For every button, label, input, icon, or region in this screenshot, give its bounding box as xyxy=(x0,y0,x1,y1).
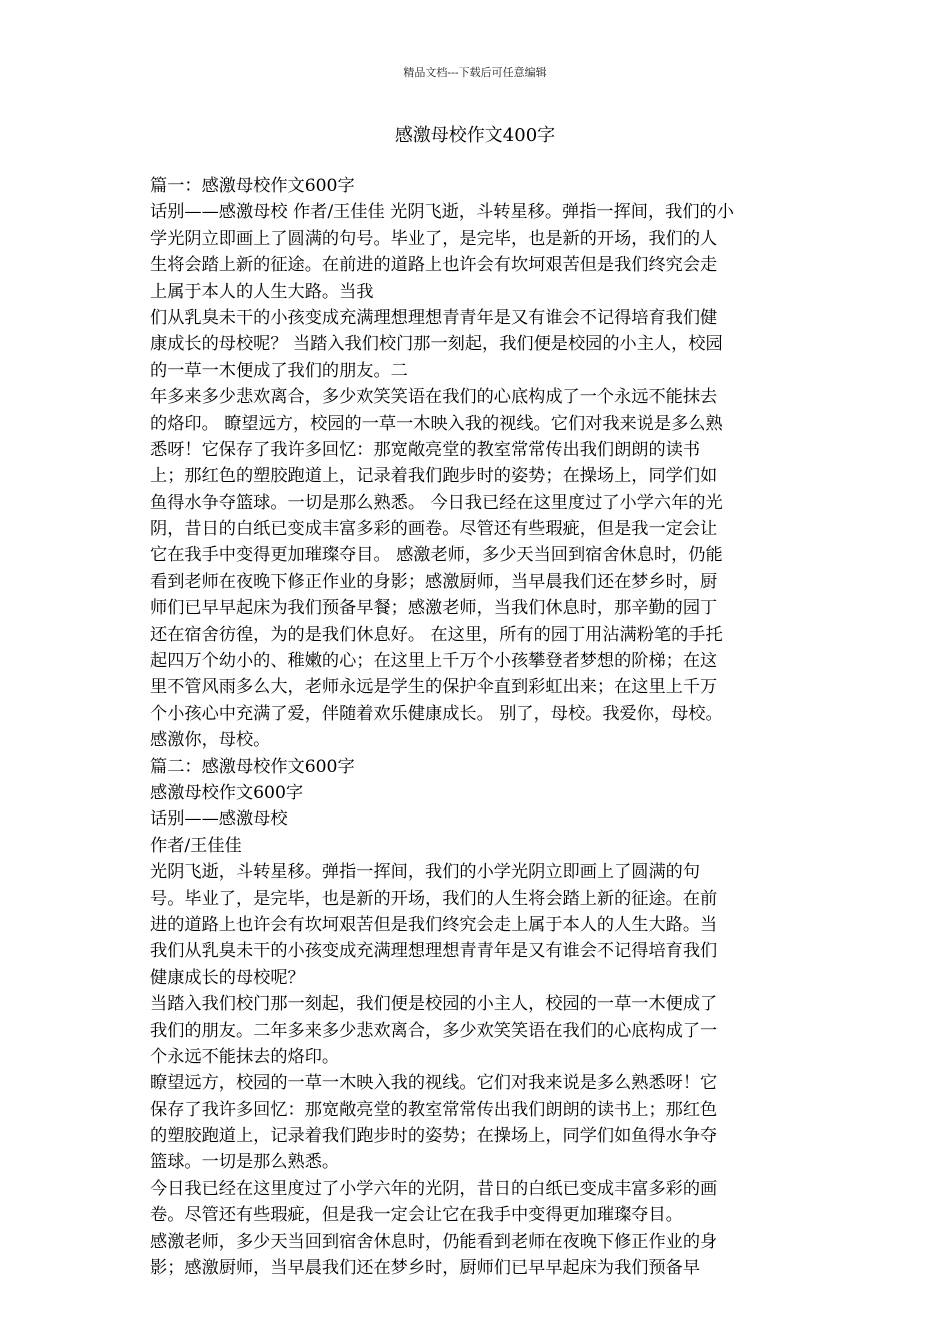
text-line: 里不管风雨多么大，老师永远是学生的保护伞直到彩虹出来；在这里上千万 xyxy=(150,677,718,698)
text-line: 卷。尽管还有些瑕疵，但是我一定会让它在我手中变得更加璀璨夺目。 xyxy=(150,1205,683,1226)
text-line: 光阴飞逝，斗转星移。弹指一挥间，我们的小学光阴立即画上了圆满的句 xyxy=(150,862,701,883)
text-line: 瞭望远方，校园的一草一木映入我的视线。它们对我来说是多么熟悉呀！它 xyxy=(150,1073,718,1094)
text-line: 个小孩心中充满了爱，伴随着欢乐健康成长。 别了，母校。我爱你，母校。 xyxy=(150,703,723,724)
text-line: 阴，昔日的白纸已变成丰富多彩的画卷。尽管还有些瑕疵，但是我一定会让 xyxy=(150,519,718,540)
text-line: 康成长的母校呢？ 当踏入我们校门那一刻起，我们便是校园的小主人，校园 xyxy=(150,334,723,355)
text-line: 感激母校作文600字 xyxy=(150,782,304,803)
text-line: 的一草一木便成了我们的朋友。二 xyxy=(150,360,408,381)
text-line: 篇一：感激母校作文600字 xyxy=(150,176,355,196)
text-line: 进的道路上也许会有坎坷艰苦但是我们终究会走上属于本人的人生大路。当 xyxy=(150,914,718,935)
text-line: 我们从乳臭未干的小孩变成充满理想理想青青年是又有谁会不记得培育我们 xyxy=(150,941,718,962)
text-line: 师们已早早起床为我们预备早餐；感激老师，当我们休息时，那辛勤的园丁 xyxy=(150,598,718,619)
text-line: 起四万个幼小的、稚嫩的心；在这里上千万个小孩攀登者梦想的阶梯；在这 xyxy=(150,651,718,672)
text-line: 作者/王佳佳 xyxy=(150,835,242,856)
text-line: 个永远不能抹去的烙印。 xyxy=(150,1046,340,1067)
text-line: 健康成长的母校呢？ xyxy=(150,967,305,988)
page-header-watermark: 精品文档---下载后可任意编辑 xyxy=(403,66,547,79)
text-line: 们从乳臭未干的小孩变成充满理想理想青青年是又有谁会不记得培育我们健 xyxy=(150,307,718,328)
text-line: 它在我手中变得更加璀璨夺目。 感激老师，多少天当回到宿舍休息时，仍能 xyxy=(150,545,723,566)
text-line: 悉呀！它保存了我许多回忆：那宽敞亮堂的教室常常传出我们朗朗的读书 xyxy=(150,439,701,460)
document-body xyxy=(150,173,800,1281)
text-line: 还在宿舍彷徨，为的是我们休息好。 在这里，所有的园丁用沾满粉笔的手托 xyxy=(150,624,723,645)
text-line: 生将会踏上新的征途。在前进的道路上也许会有坎坷艰苦但是我们终究会走 xyxy=(150,255,718,276)
text-line: 学光阴立即画上了圆满的句号。毕业了，是完毕，也是新的开场，我们的人 xyxy=(150,228,718,249)
text-line: 的塑胶跑道上，记录着我们跑步时的姿势；在操场上，同学们如鱼得水争夺 xyxy=(150,1126,718,1147)
text-line: 感激老师，多少天当回到宿舍休息时，仍能看到老师在夜晚下修正作业的身 xyxy=(150,1231,718,1252)
text-line: 年多来多少悲欢离合，多少欢笑笑语在我们的心底构成了一个永远不能抹去 xyxy=(150,387,718,408)
text-line: 今日我已经在这里度过了小学六年的光阴，昔日的白纸已变成丰富多彩的画 xyxy=(150,1178,718,1199)
text-line: 看到老师在夜晚下修正作业的身影；感激厨师，当早晨我们还在梦乡时，厨 xyxy=(150,571,718,592)
text-line: 我们的朋友。二年多来多少悲欢离合，多少欢笑笑语在我们的心底构成了一 xyxy=(150,1020,718,1041)
text-line: 影；感激厨师，当早晨我们还在梦乡时，厨师们已早早起床为我们预备早 xyxy=(150,1258,701,1279)
text-line: 篮球。一切是那么熟悉。 xyxy=(150,1152,340,1173)
text-line: 的烙印。 瞭望远方，校园的一草一木映入我的视线。它们对我来说是多么熟 xyxy=(150,413,723,434)
text-line: 号。毕业了，是完毕，也是新的开场，我们的人生将会踏上新的征途。在前 xyxy=(150,888,718,909)
text-line: 鱼得水争夺篮球。一切是那么熟悉。 今日我已经在这里度过了小学六年的光 xyxy=(150,492,723,513)
document-title: 感激母校作文400字 xyxy=(394,125,556,146)
text-line: 保存了我许多回忆：那宽敞亮堂的教室常常传出我们朗朗的读书上；那红色 xyxy=(150,1099,718,1120)
text-line: 话别——感激母校 xyxy=(150,809,288,830)
text-line: 上属于本人的人生大路。当我 xyxy=(150,281,374,302)
text-line: 话别——感激母校 作者/王佳佳 光阴飞逝，斗转星移。弹指一挥间，我们的小 xyxy=(150,202,734,223)
text-line: 当踏入我们校门那一刻起，我们便是校园的小主人，校园的一草一木便成了 xyxy=(150,994,718,1015)
text-line: 感激你，母校。 xyxy=(150,730,271,751)
text-line: 上；那红色的塑胶跑道上，记录着我们跑步时的姿势；在操场上，同学们如 xyxy=(150,466,718,487)
section-heading: 篇二：感激母校作文600字 xyxy=(150,756,355,777)
